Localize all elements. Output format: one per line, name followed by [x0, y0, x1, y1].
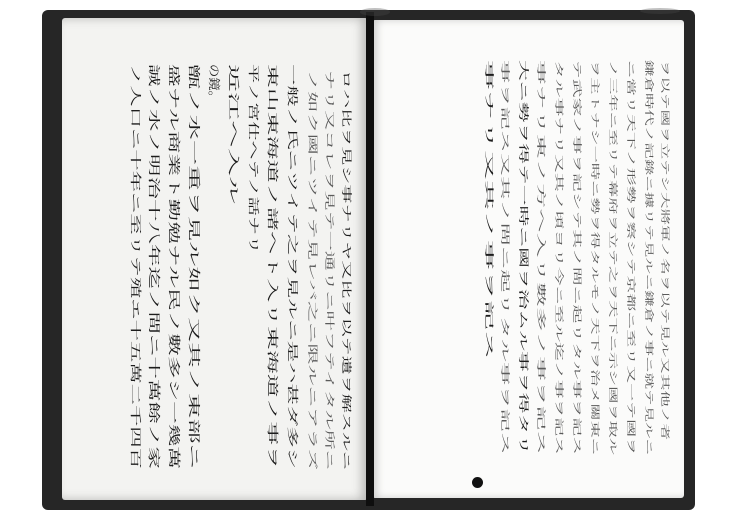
right-col-1: ヲ以テ國ヲ立テシ大將軍ノ名ヲ以テ見ル又其他ノ者: [659, 60, 669, 267]
left-col-11: 誠ノ水ノ明治十八年迄ノ間ニ十萬餘ノ家: [147, 64, 161, 281]
left-col-4: 一般ノ氏ニツイテ之ヲ見ルニ是ハ甚ダ多シ: [286, 64, 299, 273]
right-col-9: 大ニ勢ヲ得テ一時ニ國ヲ治ムル事ヲ得タリ: [517, 60, 528, 250]
right-col-8: 事ナリ東ノ方ヘ入リ數多ノ事ヲ記ス: [535, 60, 545, 205]
left-col-10: 盛ナル商業ト勤勉ナル民ノ數多シ一幾萬: [167, 64, 181, 279]
left-col-3: ノ如ク國ニツイテ見レバ之ニ限ルニアラズ: [306, 70, 317, 259]
right-col-11: 事ナリ又其ノ事ヲ記ス: [483, 60, 493, 151]
right-col-2: 鎌倉時代ノ記錄ニ據リテ見ルニ鎌倉ノ事ニ就テ見ルニ: [643, 60, 653, 276]
left-col-5: 東山東海道ノ諸ヘト入リ東海道ノ事ヲ: [266, 64, 279, 251]
right-col-3: ニ當リ天下ノ形勢ヲ察シテ京都ニ至リ又一テ國ヲ: [625, 60, 635, 259]
right-col-5: ヲ主トナシ一時ニ勢ヲ得タルモノ天下ヲ治メ關東ニ: [589, 60, 599, 267]
right-col-4: ノ三年ニ至リテ幕府ヲ立テ之ヲ天下ニ示シ國ヲ取ル: [607, 60, 617, 267]
left-col-6: 平ノ宮仕ヘテノ話ナリ: [247, 64, 260, 174]
binding-hole: [472, 477, 483, 488]
left-col-7: 近江ヘ入ル: [227, 64, 240, 119]
right-page-text: [483, 60, 671, 455]
left-col-1: ロハ比ヲ見シ事ナリヤ又比ヲ以テ遺ヲ解スルニ: [340, 70, 351, 280]
right-col-6: テ武家ノ事ヲ記シテ其ノ間ニ起リタル事ヲ記ス: [571, 60, 581, 250]
left-col-8: の鏡。: [207, 64, 221, 101]
left-page-text: [129, 64, 353, 470]
right-col-10: 事ヲ記ス又其ノ間ニ起リタル事ヲ記ス: [499, 60, 509, 214]
right-col-7: タル事ナリ又其ノ頃ヨリ今ニ至ル迄ノ事ヲ記ス: [553, 60, 563, 250]
left-col-12: ノ人口ニ十年ニ至リテ殖エ十五萬二千四百: [129, 64, 142, 273]
left-col-9: 甑ノ水一重ヲ見ル如ク又其ノ東部ニ: [187, 64, 201, 257]
left-col-2: ナリ又コレヲ見テ一通リニ叶フテイタル所ニ: [323, 70, 334, 270]
